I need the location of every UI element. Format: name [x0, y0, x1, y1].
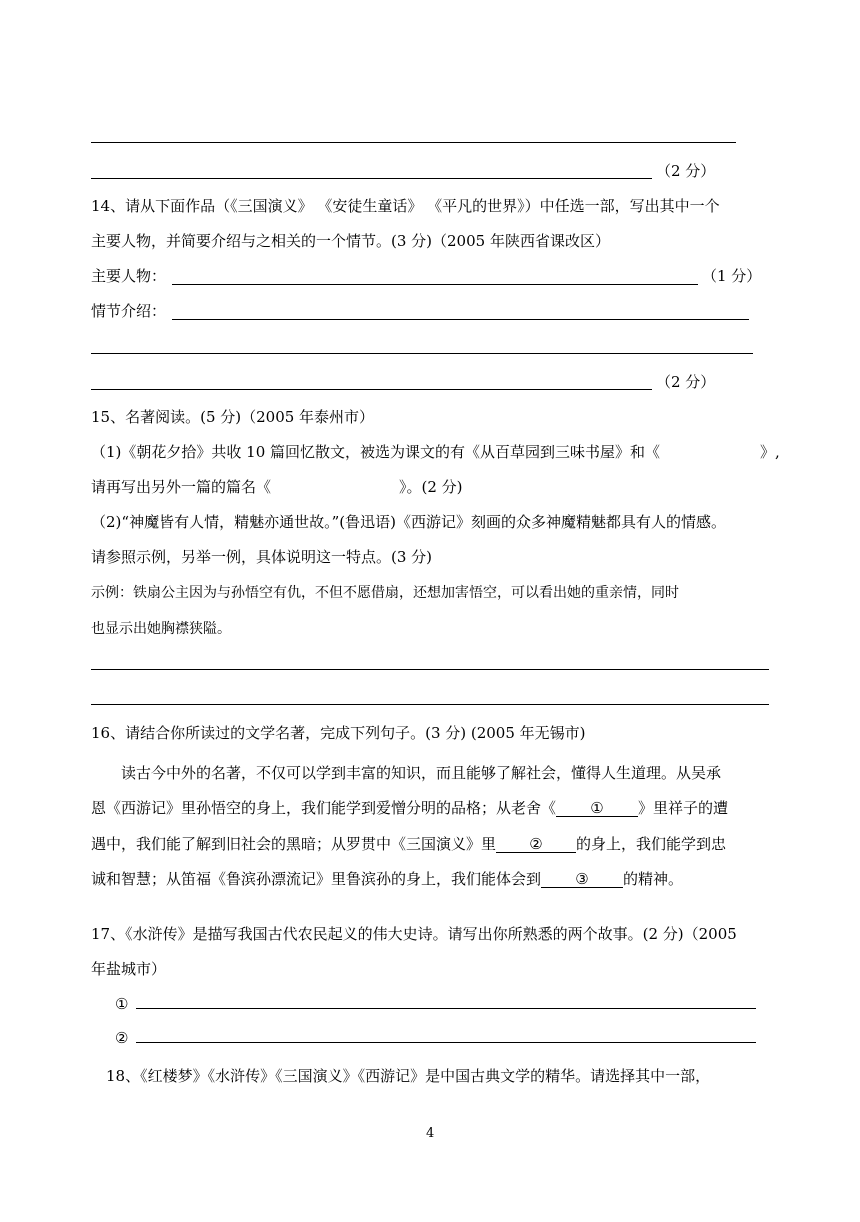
- answer-marker-1: ①: [115, 995, 129, 1013]
- question-14-line-2: 主要人物，并简要介绍与之相关的一个情节。(3 分)（2005 年陕西省课改区）: [91, 232, 610, 250]
- plot-label: 情节介绍：: [91, 302, 167, 320]
- question-15-part-1-line-2-post: 》。(2 分): [399, 478, 463, 496]
- answer-line[interactable]: [136, 1042, 756, 1043]
- score-note: （1 分）: [702, 267, 762, 285]
- answer-marker-2: ②: [115, 1029, 129, 1047]
- question-15-part-1-line-2-pre: 请再写出另外一篇的篇名《: [91, 478, 272, 496]
- question-16-line-2: 恩《西游记》里孙悟空的身上，我们能学到爱憎分明的品格；从老舍《 ① 》里祥子的遭: [91, 799, 729, 817]
- example-line-2: 也显示出她胸襟狭隘。: [91, 621, 231, 637]
- blank-2[interactable]: ②: [496, 836, 576, 853]
- question-15-part-1-line-1: （1)《朝花夕拾》共收 10 篇回忆散文，被选为课文的有《从百草园到三味书屋》和《: [91, 443, 661, 461]
- answer-line[interactable]: [91, 669, 769, 670]
- question-18-line-1: 18、《红楼梦》《水浒传》《三国演义》《西游记》是中国古典文学的精华。请选择其中一部，: [106, 1067, 711, 1085]
- question-16-title: 16、请结合你所读过的文学名著，完成下列句子。(3 分) (2005 年无锡市): [91, 724, 586, 742]
- answer-line[interactable]: [91, 142, 736, 143]
- question-16-line-3: 遇中，我们能了解到旧社会的黑暗；从罗贯中《三国演义》里 ② 的身上，我们能学到忠: [91, 835, 727, 853]
- question-16-line-1: 读古今中外的名著，不仅可以学到丰富的知识，而且能够了解社会，懂得人生道理。从吴承: [121, 764, 722, 782]
- question-16-line-4: 诚和智慧；从笛福《鲁滨孙漂流记》里鲁滨孙的身上，我们能体会到 ③ 的精神。: [91, 870, 684, 888]
- plot-answer-line[interactable]: [91, 389, 652, 390]
- score-note: （2 分）: [656, 373, 716, 391]
- question-15-part-1-line-1-end: 》,: [760, 443, 780, 461]
- example-line-1: 示例：铁扇公主因为与孙悟空有仇，不但不愿借扇，还想加害悟空，可以看出她的重亲情，同时: [91, 585, 679, 601]
- plot-answer-line[interactable]: [172, 319, 749, 320]
- answer-line[interactable]: [91, 704, 769, 705]
- score-note: （2 分）: [656, 162, 716, 180]
- answer-line[interactable]: [91, 178, 652, 179]
- question-15-part-2-line-1: （2)“神魔皆有人情，精魅亦通世故。”(鲁迅语)《西游记》刻画的众多神魔精魅都具有人的情感。: [91, 513, 726, 531]
- blank-3[interactable]: ③: [541, 871, 623, 888]
- question-15-part-2-line-2: 请参照示例，另举一例，具体说明这一特点。(3 分): [91, 548, 433, 566]
- question-17-line-2: 年盐城市）: [91, 960, 167, 978]
- answer-line[interactable]: [136, 1008, 756, 1009]
- main-character-answer-line[interactable]: [172, 284, 698, 285]
- plot-answer-line[interactable]: [91, 353, 753, 354]
- question-17-line-1: 17、《水浒传》是描写我国古代农民起义的伟大史诗。请写出你所熟悉的两个故事。(2 分)（2005: [91, 925, 737, 943]
- blank-1[interactable]: ①: [556, 800, 638, 817]
- question-14-line-1: 14、请从下面作品（《三国演义》 《安徒生童话》 《平凡的世界》）中任选一部，写出其中一个: [91, 197, 720, 215]
- page-number: 4: [426, 1126, 435, 1141]
- question-15-title: 15、名著阅读。(5 分)（2005 年泰州市）: [91, 408, 375, 426]
- main-character-label: 主要人物：: [91, 267, 167, 285]
